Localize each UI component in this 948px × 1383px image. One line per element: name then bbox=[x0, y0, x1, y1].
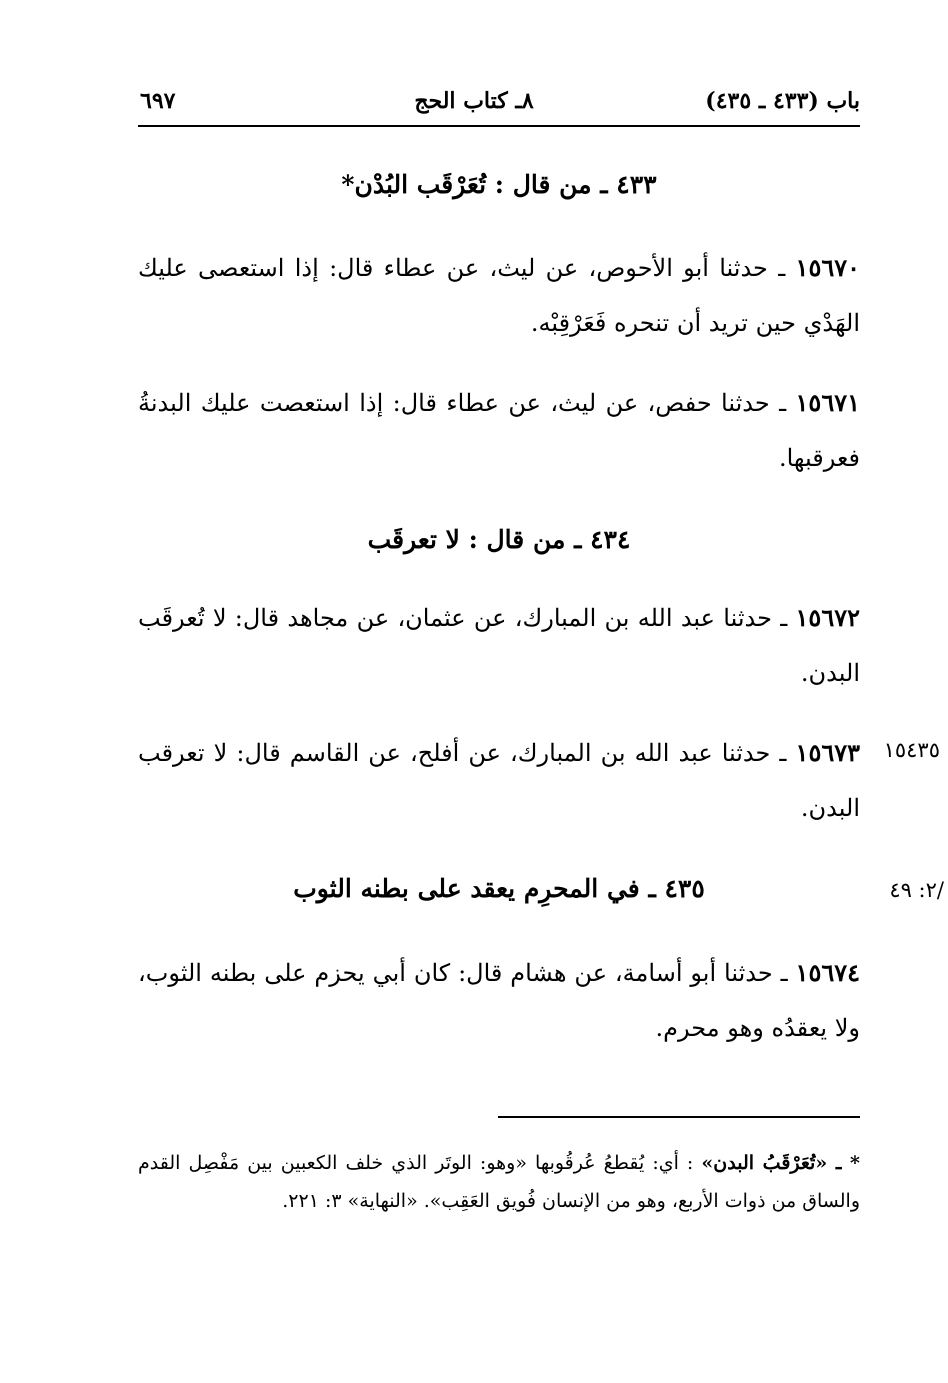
hadith-number: ١٥٦٧١ bbox=[795, 388, 860, 417]
chapter-title-433: ٤٣٣ ـ من قال : تُعَرْقَب البُدْن* bbox=[341, 170, 657, 199]
header-book-title: ٨ـ كتاب الحج bbox=[414, 88, 534, 114]
hadith-15673 bbox=[138, 725, 860, 836]
footnote-separator bbox=[498, 1116, 860, 1118]
header-section-range: باب (٤٣٣ ـ ٤٣٥) bbox=[705, 88, 860, 114]
margin-volume-reference: /٢: ٤٩ bbox=[889, 878, 944, 902]
footnote bbox=[138, 1144, 860, 1220]
hadith-number: ١٥٦٧٤ bbox=[795, 958, 860, 987]
hadith-15671 bbox=[138, 375, 860, 486]
hadith-text: ـ حدثنا عبد الله بن المبارك، عن عثمان، عن مجاهد قال: لا تُعرقَب البدن. bbox=[138, 604, 860, 687]
hadith-text: ـ حدثنا عبد الله بن المبارك، عن أفلح، عن القاسم قال: لا تعرقب البدن. bbox=[138, 739, 860, 822]
header-rule bbox=[138, 125, 860, 127]
hadith-number: ١٥٦٧٢ bbox=[795, 603, 860, 632]
footnote-lead: * ـ «تُعَرْقَبُ البدن» bbox=[701, 1152, 860, 1174]
running-header bbox=[0, 72, 948, 122]
hadith-15670 bbox=[138, 240, 860, 351]
chapter-title-434: ٤٣٤ ـ من قال : لا تعرقَب bbox=[367, 525, 631, 554]
hadith-15672 bbox=[138, 590, 860, 701]
chapter-title-435: ٤٣٥ ـ في المحرِم يعقد على بطنه الثوب bbox=[293, 874, 705, 903]
margin-cross-reference: ١٥٤٣٥ bbox=[883, 738, 940, 762]
hadith-text: ـ حدثنا أبو الأحوص، عن ليث، عن عطاء قال: إذا استعصى عليك الهَدْي حين تريد أن تنحره فَعَرْقِبْه. bbox=[138, 254, 860, 337]
hadith-number: ١٥٦٧٠ bbox=[795, 253, 860, 282]
page-number: ٦٩٧ bbox=[140, 88, 176, 114]
hadith-text: ـ حدثنا أبو أسامة، عن هشام قال: كان أبي يحزم على بطنه الثوب، ولا يعقدُه وهو محرم. bbox=[138, 959, 860, 1042]
footnote-text: : أي: يُقطعُ عُرقُوبها «وهو: الوتَر الذي خلف الكعبين بين مَفْصِل القدم والساق من ذوات الأربع، وهو من الإنسان فُويق العَقِب». «النهاية» ٣: ٢٢١. bbox=[138, 1152, 860, 1212]
hadith-number: ١٥٦٧٣ bbox=[795, 738, 860, 767]
hadith-15674 bbox=[138, 945, 860, 1056]
hadith-text: ـ حدثنا حفص، عن ليث، عن عطاء قال: إذا استعصت عليك البدنةُ فعرقبها. bbox=[138, 389, 860, 472]
